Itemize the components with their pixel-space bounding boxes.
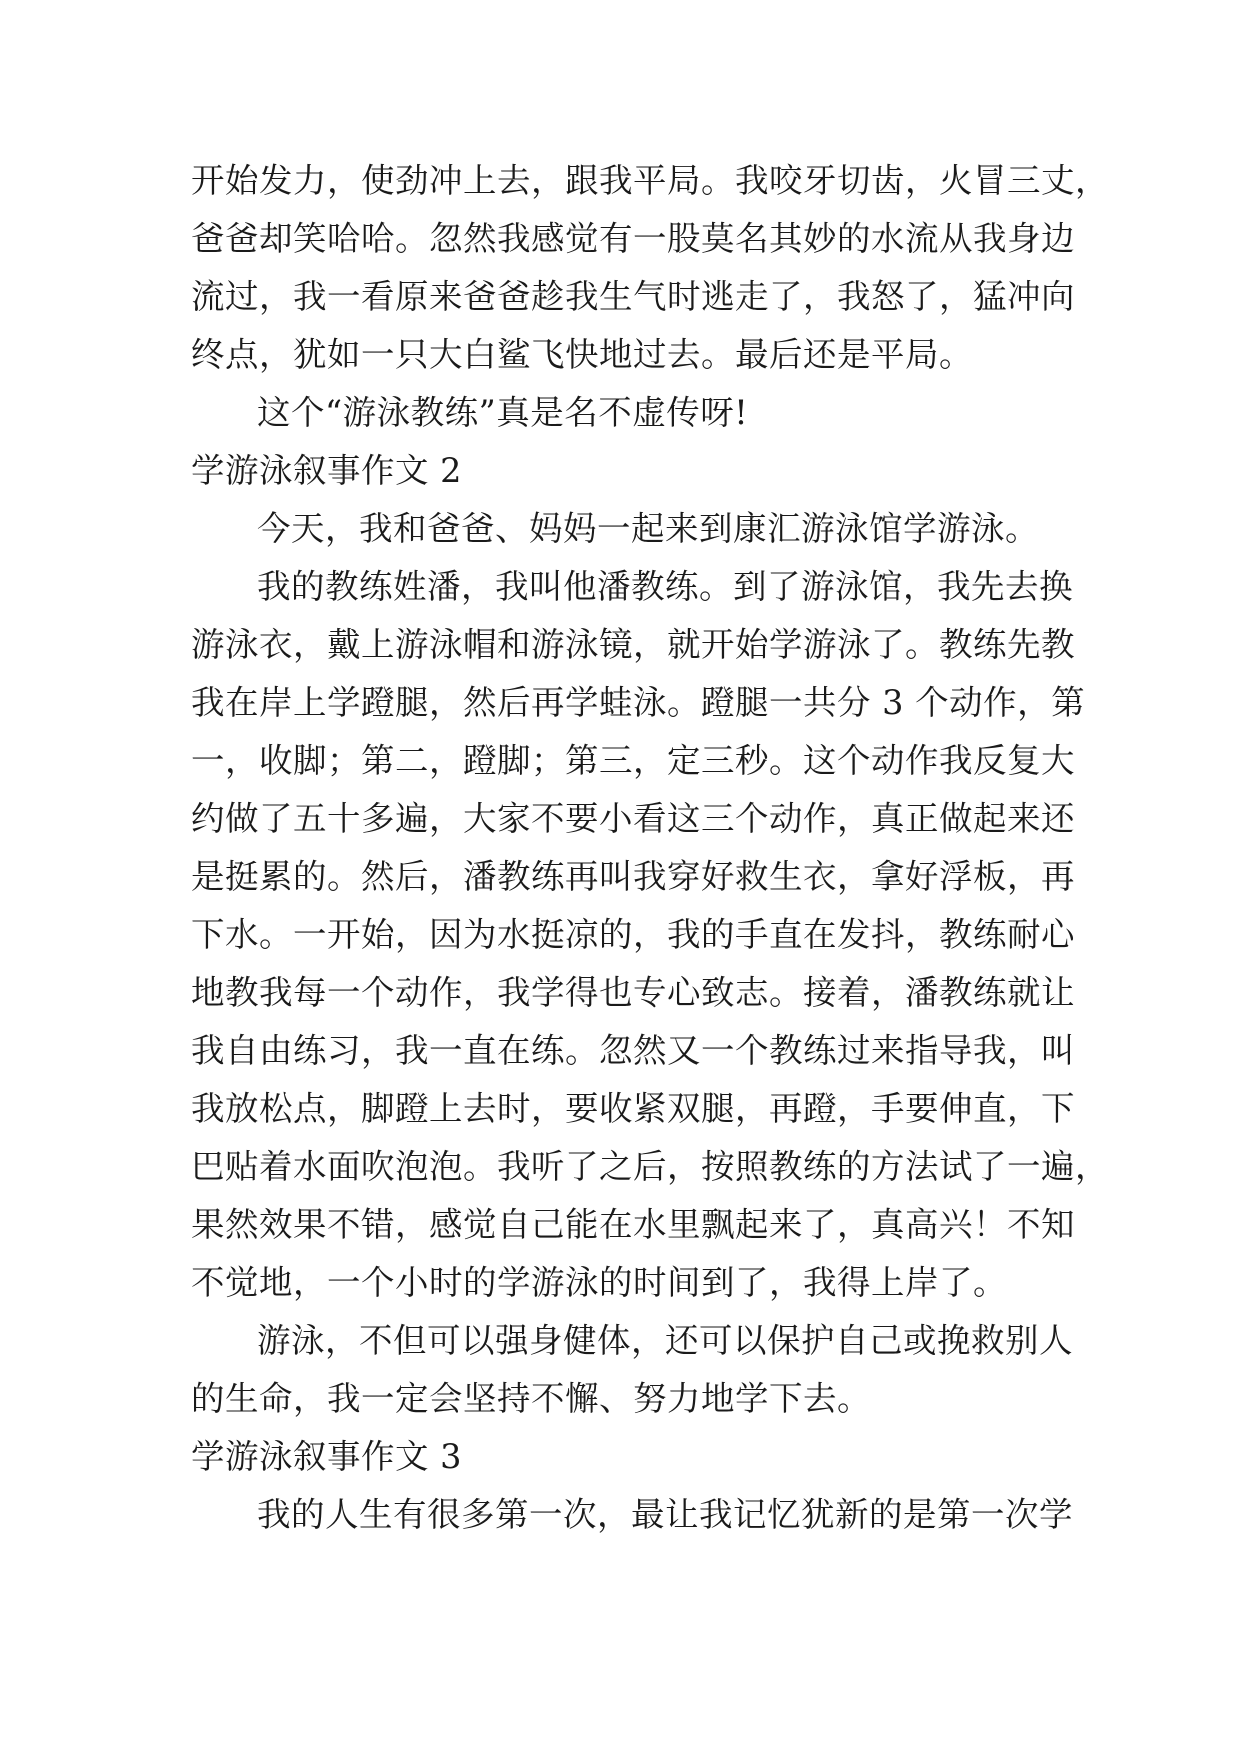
text-line: 下水。一开始，因为水挺凉的，我的手直在发抖，教练耐心 bbox=[191, 915, 1075, 954]
text-line: 我在岸上学蹬腿，然后再学蛙泳。蹬腿一共分 3 个动作，第 bbox=[191, 683, 1086, 722]
text-line: 开始发力，使劲冲上去，跟我平局。我咬牙切齿，火冒三丈， bbox=[191, 161, 1109, 200]
text-line: 游泳衣，戴上游泳帽和游泳镜，就开始学游泳了。教练先教 bbox=[191, 625, 1075, 664]
text-line: 果然效果不错，感觉自己能在水里飘起来了，真高兴！不知 bbox=[191, 1205, 1075, 1244]
text-line: 今天，我和爸爸、妈妈一起来到康汇游泳馆学游泳。 bbox=[257, 509, 1039, 548]
text-line: 不觉地，一个小时的学游泳的时间到了，我得上岸了。 bbox=[191, 1263, 1007, 1302]
text-line: 地教我每一个动作，我学得也专心致志。接着，潘教练就让 bbox=[191, 973, 1075, 1012]
text-line: 是挺累的。然后，潘教练再叫我穿好救生衣，拿好浮板，再 bbox=[191, 857, 1075, 896]
text-line: 我的人生有很多第一次，最让我记忆犹新的是第一次学 bbox=[257, 1495, 1073, 1534]
text-line: 我放松点，脚蹬上去时，要收紧双腿，再蹬，手要伸直，下 bbox=[191, 1089, 1075, 1128]
text-line: 终点，犹如一只大白鲨飞快地过去。最后还是平局。 bbox=[191, 335, 973, 374]
text-line: 约做了五十多遍，大家不要小看这三个动作，真正做起来还 bbox=[191, 799, 1075, 838]
text-line: 我的教练姓潘，我叫他潘教练。到了游泳馆，我先去换 bbox=[257, 567, 1073, 606]
text-line: 流过，我一看原来爸爸趁我生气时逃走了，我怒了，猛冲向 bbox=[191, 277, 1075, 316]
text-line: 爸爸却笑哈哈。忽然我感觉有一股莫名其妙的水流从我身边 bbox=[191, 219, 1075, 258]
text-line: 我自由练习，我一直在练。忽然又一个教练过来指导我，叫 bbox=[191, 1031, 1075, 1070]
text-line: 一，收脚；第二，蹬脚；第三，定三秒。这个动作我反复大 bbox=[191, 741, 1075, 780]
section-heading: 学游泳叙事作文 2 bbox=[191, 451, 462, 490]
text-line: 巴贴着水面吹泡泡。我听了之后，按照教练的方法试了一遍， bbox=[191, 1147, 1109, 1186]
section-heading: 学游泳叙事作文 3 bbox=[191, 1437, 462, 1476]
text-line: 的生命，我一定会坚持不懈、努力地学下去。 bbox=[191, 1379, 871, 1418]
text-line: 这个“游泳教练”真是名不虚传呀! bbox=[257, 393, 749, 432]
text-line: 游泳，不但可以强身健体，还可以保护自己或挽救别人 bbox=[257, 1321, 1073, 1360]
